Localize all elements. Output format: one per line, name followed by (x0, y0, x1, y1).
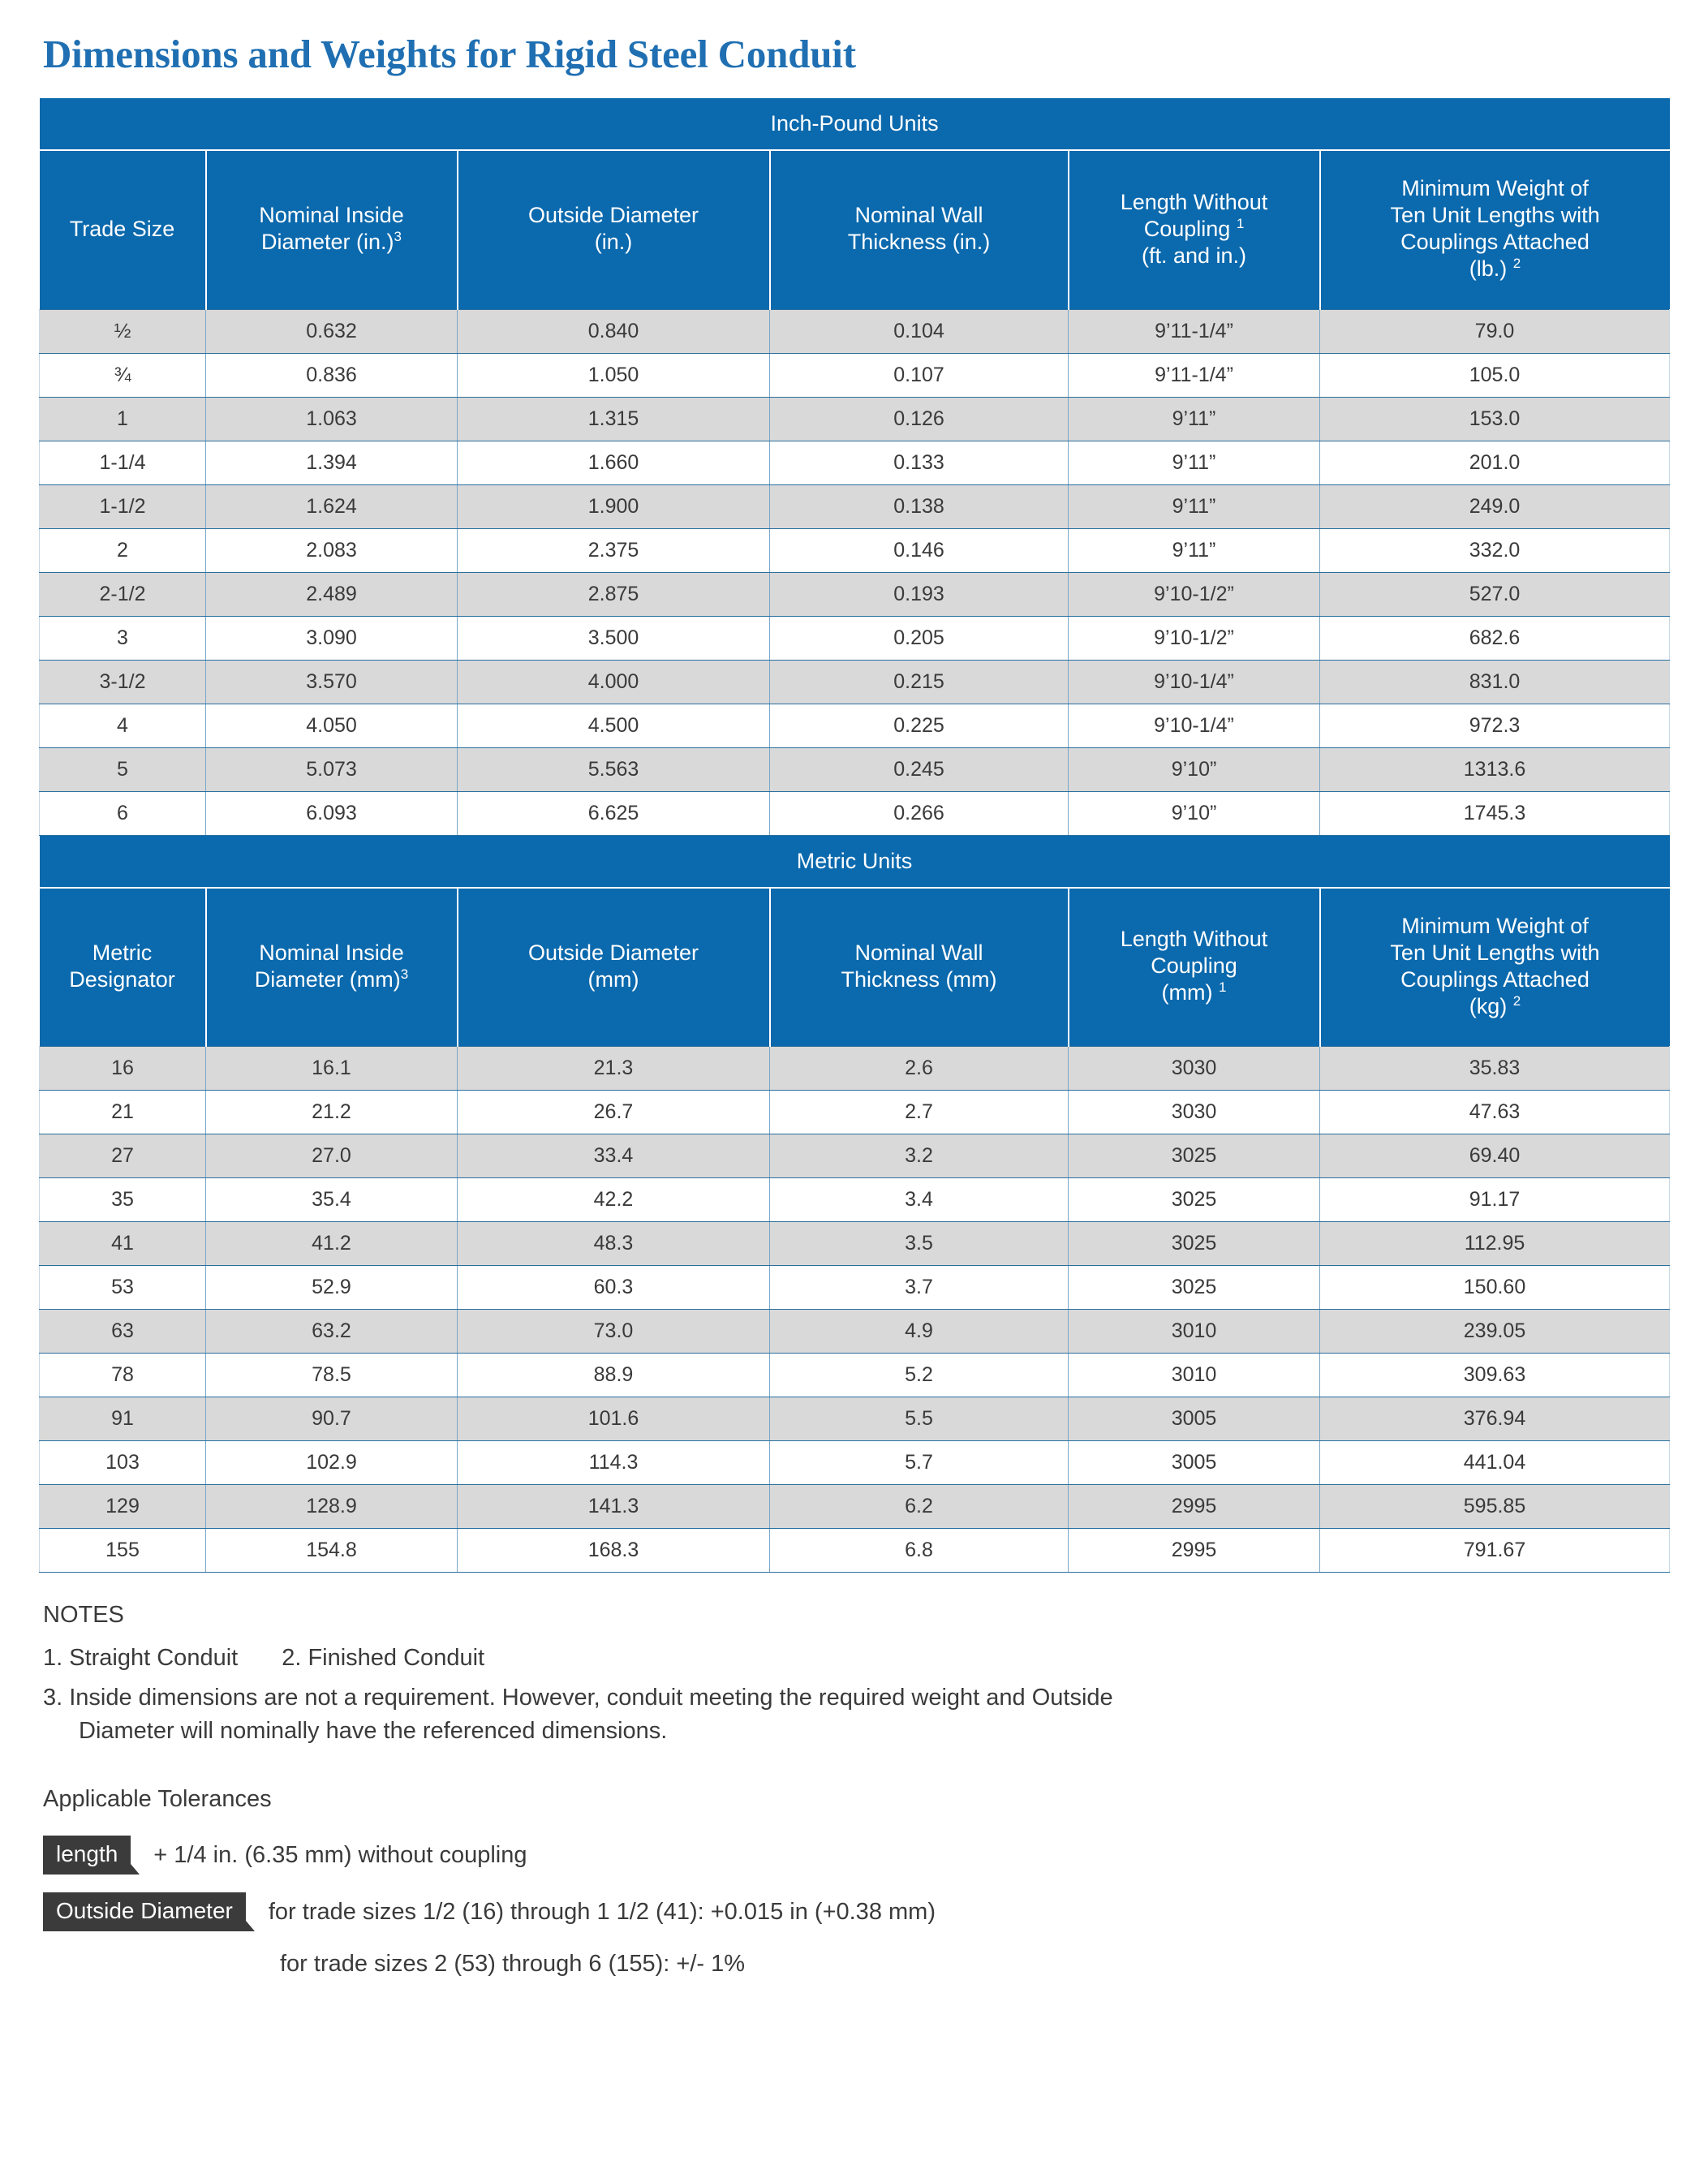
cell-trade-size: 1 (40, 397, 206, 441)
table-row (40, 1397, 1670, 1441)
outside-diameter-tolerance-text-2: for trade sizes 2 (53) through 6 (155): +/- 1% (280, 1950, 746, 1977)
cell-metric-designator: 155 (40, 1529, 206, 1573)
cell-nominal-wall-thickness: 0.245 (770, 747, 1069, 791)
cell-nominal-inside-diameter: 3.570 (206, 660, 458, 704)
header-minimum-weight (1320, 150, 1670, 309)
cell-nominal-wall-thickness: 0.138 (770, 484, 1069, 528)
cell-length-without-coupling: 9’11-1/4” (1069, 309, 1320, 353)
header-nominal-wall-thickness (770, 150, 1069, 309)
cell-outside-diameter: 42.2 (458, 1178, 770, 1222)
header-line-1: Length Without (1120, 189, 1268, 214)
footnote-ref: 1 (1236, 215, 1245, 231)
cell-metric-designator: 91 (40, 1397, 206, 1441)
header-line-2: Designator (69, 966, 175, 992)
cell-outside-diameter: 1.050 (458, 353, 770, 397)
cell-nominal-inside-diameter: 27.0 (206, 1134, 458, 1178)
cell-nominal-wall-thickness: 4.9 (770, 1310, 1069, 1354)
cell-length-without-coupling: 2995 (1069, 1529, 1320, 1573)
cell-nominal-inside-diameter: 63.2 (206, 1310, 458, 1354)
cell-minimum-weight: 79.0 (1320, 309, 1670, 353)
cell-minimum-weight: 91.17 (1320, 1178, 1670, 1222)
cell-outside-diameter: 48.3 (458, 1222, 770, 1266)
cell-nominal-wall-thickness: 2.7 (770, 1091, 1069, 1134)
cell-length-without-coupling: 9’11” (1069, 484, 1320, 528)
cell-metric-designator: 103 (40, 1441, 206, 1485)
cell-outside-diameter: 114.3 (458, 1441, 770, 1485)
length-tolerance-text: + 1/4 in. (6.35 mm) without coupling (153, 1841, 527, 1868)
cell-nominal-wall-thickness: 0.266 (770, 791, 1069, 835)
cell-nominal-inside-diameter: 52.9 (206, 1266, 458, 1310)
cell-minimum-weight: 791.67 (1320, 1529, 1670, 1573)
cell-trade-size: 1-1/4 (40, 441, 206, 484)
cell-nominal-wall-thickness: 5.5 (770, 1397, 1069, 1441)
outside-diameter-tolerance-text: for trade sizes 1/2 (16) through 1 1/2 (41): +0.015 in (+0.38 mm) (268, 1898, 936, 1925)
header-line-1: Nominal Wall (854, 203, 983, 228)
cell-length-without-coupling: 9’11” (1069, 441, 1320, 484)
header-line-2: Diameter (in.) (261, 230, 394, 255)
header-metric-designator (40, 888, 206, 1047)
header-line-1: Metric (92, 940, 153, 965)
table-row (40, 1441, 1670, 1485)
cell-minimum-weight: 153.0 (1320, 397, 1670, 441)
cell-nominal-wall-thickness: 0.107 (770, 353, 1069, 397)
cell-trade-size: 6 (40, 791, 206, 835)
header-line-2: Coupling (1151, 953, 1237, 979)
footnote-ref: 3 (394, 229, 402, 245)
cell-trade-size: 3-1/2 (40, 660, 206, 704)
table-row (40, 616, 1670, 660)
cell-outside-diameter: 1.660 (458, 441, 770, 484)
cell-outside-diameter: 101.6 (458, 1397, 770, 1441)
cell-nominal-wall-thickness: 0.193 (770, 572, 1069, 616)
cell-length-without-coupling: 9’11” (1069, 397, 1320, 441)
cell-outside-diameter: 26.7 (458, 1091, 770, 1134)
table-row (40, 791, 1670, 835)
header-line-1: Outside Diameter (527, 940, 699, 965)
header-line-2: (in.) (594, 230, 633, 255)
inch-pound-band-title: Inch-Pound Units (40, 98, 1670, 150)
cell-nominal-inside-diameter: 2.083 (206, 528, 458, 572)
header-line-1: Nominal Inside (259, 940, 404, 965)
cell-outside-diameter: 4.500 (458, 704, 770, 747)
cell-metric-designator: 53 (40, 1266, 206, 1310)
cell-length-without-coupling: 3010 (1069, 1354, 1320, 1397)
cell-nominal-inside-diameter: 5.073 (206, 747, 458, 791)
header-line-1: Length Without (1120, 927, 1268, 952)
cell-minimum-weight: 239.05 (1320, 1310, 1670, 1354)
cell-nominal-inside-diameter: 41.2 (206, 1222, 458, 1266)
cell-outside-diameter: 168.3 (458, 1529, 770, 1573)
cell-nominal-wall-thickness: 3.7 (770, 1266, 1069, 1310)
footnote-ref: 3 (400, 966, 409, 982)
cell-minimum-weight: 332.0 (1320, 528, 1670, 572)
cell-outside-diameter: 88.9 (458, 1354, 770, 1397)
cell-length-without-coupling: 3025 (1069, 1178, 1320, 1222)
note-item-1-2 (43, 1642, 1669, 1675)
cell-outside-diameter: 141.3 (458, 1485, 770, 1529)
cell-nominal-wall-thickness: 0.215 (770, 660, 1069, 704)
cell-nominal-wall-thickness: 6.8 (770, 1529, 1069, 1573)
cell-minimum-weight: 1745.3 (1320, 791, 1670, 835)
cell-length-without-coupling: 9’10” (1069, 747, 1320, 791)
table-row (40, 441, 1670, 484)
cell-minimum-weight: 47.63 (1320, 1091, 1670, 1134)
inch-pound-table (39, 98, 1670, 836)
cell-nominal-wall-thickness: 3.4 (770, 1178, 1069, 1222)
cell-trade-size: 5 (40, 747, 206, 791)
header-line-3: Couplings Attached (1400, 230, 1590, 255)
cell-trade-size: 3 (40, 616, 206, 660)
cell-minimum-weight: 831.0 (1320, 660, 1670, 704)
header-line-1: Trade Size (69, 216, 175, 241)
header-length-without-coupling (1069, 888, 1320, 1047)
cell-outside-diameter: 1.315 (458, 397, 770, 441)
cell-nominal-inside-diameter: 35.4 (206, 1178, 458, 1222)
header-line-1: Minimum Weight of (1401, 176, 1589, 201)
cell-minimum-weight: 201.0 (1320, 441, 1670, 484)
cell-metric-designator: 27 (40, 1134, 206, 1178)
cell-metric-designator: 21 (40, 1091, 206, 1134)
cell-nominal-inside-diameter: 0.632 (206, 309, 458, 353)
table-row (40, 1178, 1670, 1222)
header-line-1: Outside Diameter (527, 203, 699, 228)
cell-length-without-coupling: 9’10-1/4” (1069, 660, 1320, 704)
table-row (40, 1134, 1670, 1178)
inch-pound-header-row (40, 150, 1670, 309)
table-row (40, 704, 1670, 747)
table-row (40, 1529, 1670, 1573)
note-3-line-2: Diameter will nominally have the referenced dimensions. (79, 1718, 668, 1745)
table-row (40, 747, 1670, 791)
header-outside-diameter (458, 150, 770, 309)
cell-nominal-inside-diameter: 102.9 (206, 1441, 458, 1485)
cell-minimum-weight: 249.0 (1320, 484, 1670, 528)
table-row (40, 1354, 1670, 1397)
notes-section (43, 1602, 1669, 1749)
cell-nominal-inside-diameter: 4.050 (206, 704, 458, 747)
table-row (40, 353, 1670, 397)
inch-pound-table-body (40, 309, 1670, 835)
cell-nominal-wall-thickness: 0.126 (770, 397, 1069, 441)
cell-minimum-weight: 309.63 (1320, 1354, 1670, 1397)
header-line-2: Thickness (in.) (847, 230, 991, 255)
note-1: 1. Straight Conduit (43, 1645, 239, 1671)
tolerances-section (43, 1786, 1669, 1978)
metric-band-title: Metric Units (40, 836, 1670, 888)
header-outside-diameter (458, 888, 770, 1047)
cell-metric-designator: 78 (40, 1354, 206, 1397)
footnote-ref: 2 (1512, 256, 1521, 272)
cell-nominal-inside-diameter: 6.093 (206, 791, 458, 835)
header-line-3: (ft. and in.) (1141, 243, 1247, 268)
cell-outside-diameter: 0.840 (458, 309, 770, 353)
notes-heading: NOTES (43, 1602, 124, 1628)
cell-nominal-inside-diameter: 128.9 (206, 1485, 458, 1529)
cell-metric-designator: 63 (40, 1310, 206, 1354)
table-row (40, 1485, 1670, 1529)
cell-length-without-coupling: 3005 (1069, 1397, 1320, 1441)
cell-nominal-inside-diameter: 0.836 (206, 353, 458, 397)
table-row (40, 309, 1670, 353)
cell-nominal-inside-diameter: 16.1 (206, 1047, 458, 1091)
cell-minimum-weight: 376.94 (1320, 1397, 1670, 1441)
header-trade-size (40, 150, 206, 309)
table-row (40, 484, 1670, 528)
cell-metric-designator: 129 (40, 1485, 206, 1529)
metric-header-row (40, 888, 1670, 1047)
cell-nominal-inside-diameter: 1.394 (206, 441, 458, 484)
table-row (40, 528, 1670, 572)
table-row (40, 572, 1670, 616)
cell-outside-diameter: 60.3 (458, 1266, 770, 1310)
cell-length-without-coupling: 9’11-1/4” (1069, 353, 1320, 397)
cell-nominal-wall-thickness: 0.225 (770, 704, 1069, 747)
table-row (40, 660, 1670, 704)
cell-nominal-inside-diameter: 3.090 (206, 616, 458, 660)
cell-length-without-coupling: 3005 (1069, 1441, 1320, 1485)
document-page (0, 31, 1708, 1978)
cell-nominal-inside-diameter: 21.2 (206, 1091, 458, 1134)
cell-outside-diameter: 1.900 (458, 484, 770, 528)
cell-length-without-coupling: 3025 (1069, 1134, 1320, 1178)
cell-minimum-weight: 682.6 (1320, 616, 1670, 660)
cell-nominal-wall-thickness: 6.2 (770, 1485, 1069, 1529)
cell-nominal-wall-thickness: 5.2 (770, 1354, 1069, 1397)
cell-length-without-coupling: 3030 (1069, 1047, 1320, 1091)
cell-length-without-coupling: 3025 (1069, 1222, 1320, 1266)
inch-pound-band-row (40, 98, 1670, 150)
header-line-3: Couplings Attached (1400, 966, 1590, 992)
cell-minimum-weight: 972.3 (1320, 704, 1670, 747)
cell-length-without-coupling: 9’10-1/2” (1069, 616, 1320, 660)
cell-minimum-weight: 1313.6 (1320, 747, 1670, 791)
header-line-3: (mm) (1161, 980, 1213, 1005)
length-badge: length (43, 1836, 131, 1875)
cell-nominal-wall-thickness: 0.205 (770, 616, 1069, 660)
header-nominal-wall-thickness (770, 888, 1069, 1047)
cell-minimum-weight: 441.04 (1320, 1441, 1670, 1485)
header-line-1: Nominal Wall (854, 940, 983, 965)
header-line-2: Thickness (mm) (841, 966, 997, 992)
table-row (40, 1310, 1670, 1354)
tolerance-row-outside-diameter (43, 1892, 1669, 1931)
cell-outside-diameter: 3.500 (458, 616, 770, 660)
tolerances-heading: Applicable Tolerances (43, 1785, 272, 1812)
cell-nominal-inside-diameter: 154.8 (206, 1529, 458, 1573)
cell-nominal-inside-diameter: 2.489 (206, 572, 458, 616)
header-line-4: (kg) (1469, 993, 1508, 1018)
cell-minimum-weight: 150.60 (1320, 1266, 1670, 1310)
cell-minimum-weight: 69.40 (1320, 1134, 1670, 1178)
note-3-line-1: 3. Inside dimensions are not a requirement. However, conduit meeting the required weight and Outside (43, 1685, 1113, 1711)
cell-length-without-coupling: 9’10” (1069, 791, 1320, 835)
header-nominal-inside-diameter (206, 888, 458, 1047)
cell-nominal-wall-thickness: 3.2 (770, 1134, 1069, 1178)
footnote-ref: 2 (1512, 992, 1521, 1009)
cell-trade-size: 4 (40, 704, 206, 747)
cell-nominal-wall-thickness: 3.5 (770, 1222, 1069, 1266)
cell-nominal-inside-diameter: 90.7 (206, 1397, 458, 1441)
header-minimum-weight (1320, 888, 1670, 1047)
note-item-3 (43, 1681, 1669, 1748)
header-nominal-inside-diameter (206, 150, 458, 309)
cell-nominal-wall-thickness: 0.133 (770, 441, 1069, 484)
header-length-without-coupling (1069, 150, 1320, 309)
header-line-2: (mm) (587, 966, 639, 992)
header-line-2: Coupling (1143, 216, 1231, 241)
cell-length-without-coupling: 2995 (1069, 1485, 1320, 1529)
header-line-2: Diameter (mm) (254, 966, 401, 992)
header-line-2: Ten Unit Lengths with (1390, 203, 1600, 228)
cell-minimum-weight: 35.83 (1320, 1047, 1670, 1091)
cell-length-without-coupling: 3030 (1069, 1091, 1320, 1134)
cell-nominal-wall-thickness: 2.6 (770, 1047, 1069, 1091)
header-line-4: (lb.) (1469, 256, 1508, 282)
table-row (40, 1047, 1670, 1091)
cell-minimum-weight: 527.0 (1320, 572, 1670, 616)
cell-minimum-weight: 112.95 (1320, 1222, 1670, 1266)
cell-length-without-coupling: 9’10-1/4” (1069, 704, 1320, 747)
cell-trade-size: ¾ (40, 353, 206, 397)
header-line-2: Ten Unit Lengths with (1390, 940, 1600, 965)
cell-outside-diameter: 2.875 (458, 572, 770, 616)
cell-nominal-wall-thickness: 0.146 (770, 528, 1069, 572)
page-title: Dimensions and Weights for Rigid Steel Conduit (43, 32, 856, 76)
cell-outside-diameter: 2.375 (458, 528, 770, 572)
cell-length-without-coupling: 3025 (1069, 1266, 1320, 1310)
cell-nominal-wall-thickness: 0.104 (770, 309, 1069, 353)
cell-length-without-coupling: 9’10-1/2” (1069, 572, 1320, 616)
cell-metric-designator: 16 (40, 1047, 206, 1091)
cell-outside-diameter: 5.563 (458, 747, 770, 791)
cell-outside-diameter: 33.4 (458, 1134, 770, 1178)
cell-nominal-inside-diameter: 1.624 (206, 484, 458, 528)
cell-minimum-weight: 595.85 (1320, 1485, 1670, 1529)
table-row (40, 1222, 1670, 1266)
table-row (40, 397, 1670, 441)
cell-nominal-inside-diameter: 78.5 (206, 1354, 458, 1397)
cell-trade-size: 2-1/2 (40, 572, 206, 616)
cell-trade-size: 1-1/2 (40, 484, 206, 528)
cell-metric-designator: 41 (40, 1222, 206, 1266)
cell-length-without-coupling: 9’11” (1069, 528, 1320, 572)
metric-table-body (40, 1047, 1670, 1573)
note-2: 2. Finished Conduit (282, 1645, 485, 1671)
cell-trade-size: ½ (40, 309, 206, 353)
table-row (40, 1266, 1670, 1310)
cell-nominal-wall-thickness: 5.7 (770, 1441, 1069, 1485)
footnote-ref: 1 (1219, 979, 1227, 996)
outside-diameter-badge: Outside Diameter (43, 1892, 246, 1931)
table-row (40, 1091, 1670, 1134)
cell-outside-diameter: 6.625 (458, 791, 770, 835)
cell-outside-diameter: 21.3 (458, 1047, 770, 1091)
cell-outside-diameter: 4.000 (458, 660, 770, 704)
cell-length-without-coupling: 3010 (1069, 1310, 1320, 1354)
metric-table (39, 836, 1670, 1573)
cell-trade-size: 2 (40, 528, 206, 572)
tolerance-row-length (43, 1836, 1669, 1875)
header-line-1: Minimum Weight of (1401, 913, 1589, 938)
cell-minimum-weight: 105.0 (1320, 353, 1670, 397)
header-line-1: Nominal Inside (259, 203, 404, 228)
cell-metric-designator: 35 (40, 1178, 206, 1222)
cell-outside-diameter: 73.0 (458, 1310, 770, 1354)
cell-nominal-inside-diameter: 1.063 (206, 397, 458, 441)
metric-band-row (40, 836, 1670, 888)
